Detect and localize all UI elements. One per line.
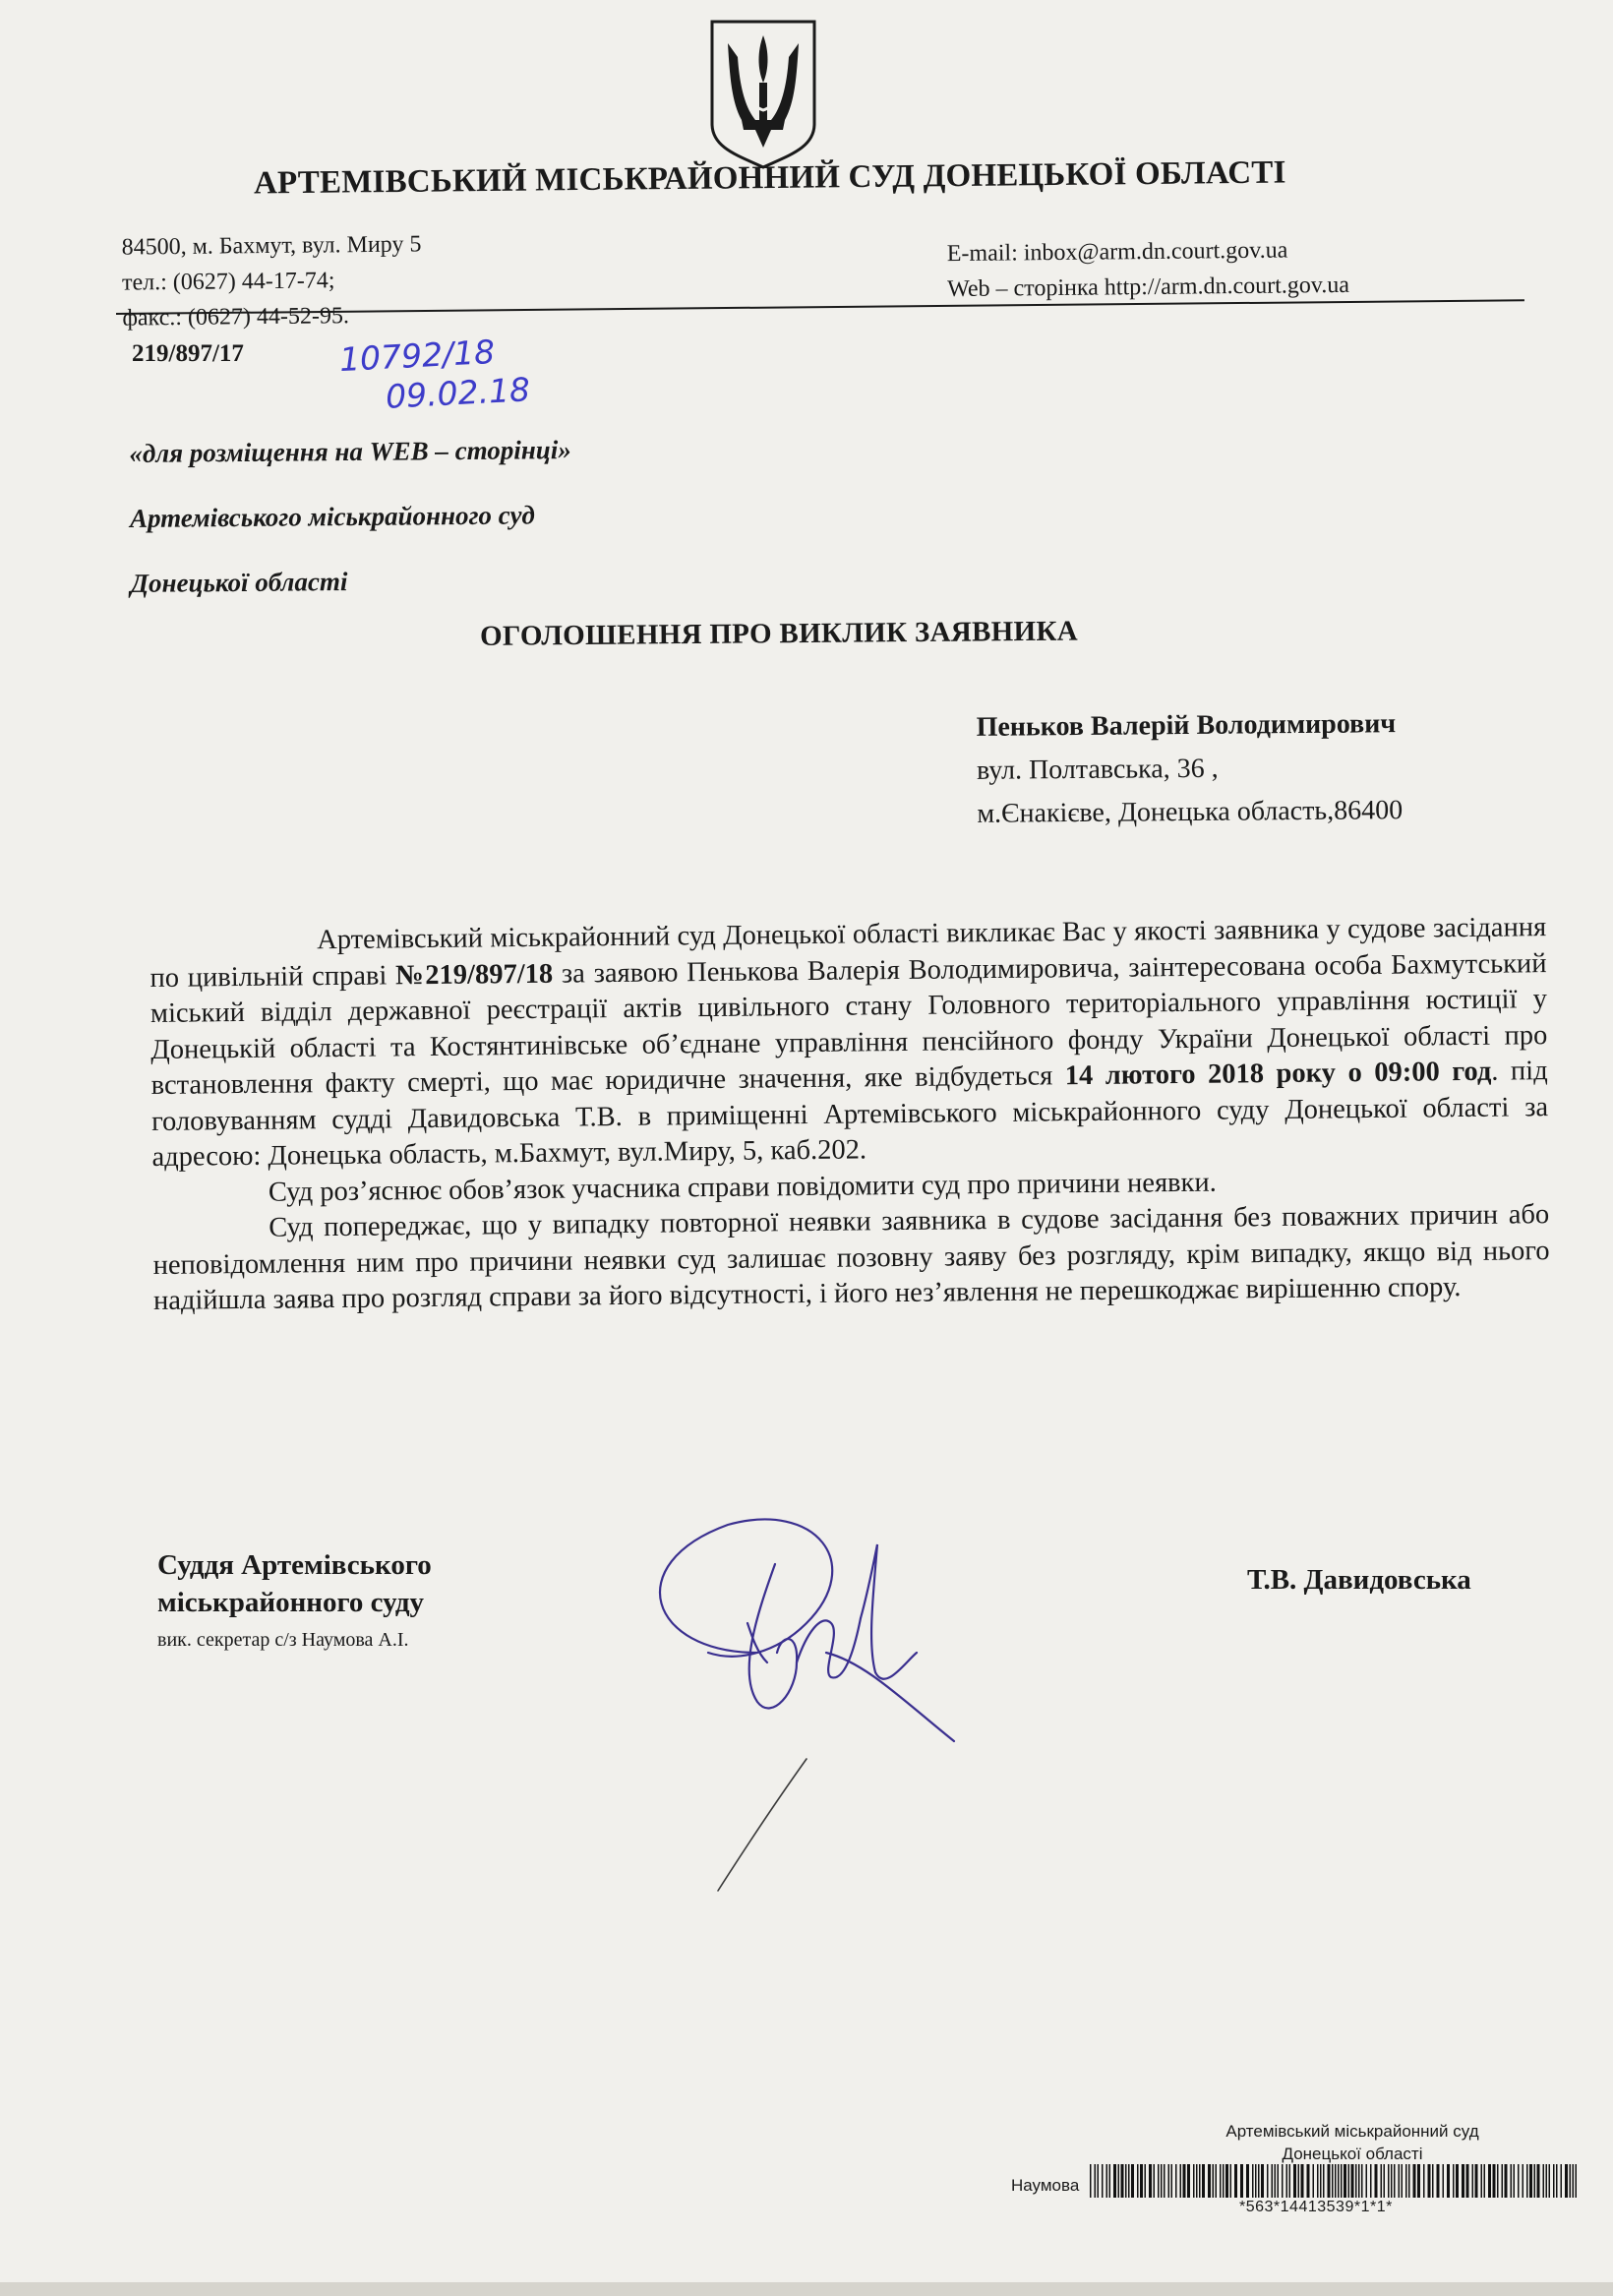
p1-text-a: Артемівський міськрайонний суд Донецької області викликає Вас у якості заявника у судове засідання по цивільній справі	[149, 912, 1547, 994]
barcode-bar	[1196, 2164, 1198, 2198]
barcode-bar	[1118, 2164, 1120, 2198]
barcode-bar	[1255, 2164, 1257, 2198]
barcode-bar	[1286, 2164, 1288, 2198]
barcode-bar	[1131, 2164, 1134, 2198]
barcode-bar	[1497, 2164, 1499, 2198]
barcode-bar	[1405, 2164, 1407, 2198]
web-note-line-3: Донецької області	[130, 567, 348, 598]
notice-body	[149, 910, 1550, 1319]
barcode-bar	[1456, 2164, 1459, 2198]
judge-title	[157, 1546, 432, 1621]
barcode-bar	[1175, 2164, 1177, 2198]
barcode-bar	[1230, 2164, 1232, 2198]
barcode-bar	[1216, 2164, 1218, 2198]
web-note-line-2: Артемівського міськрайонного суд	[129, 500, 535, 533]
barcode-bar	[1366, 2164, 1368, 2198]
barcode-bar	[1158, 2164, 1160, 2198]
barcode-bar	[1437, 2164, 1440, 2198]
barcode-bar	[1106, 2164, 1108, 2198]
barcode-bar	[1161, 2164, 1163, 2198]
web-note-line-1: «для розміщення на WEB – сторінці»	[129, 435, 571, 468]
barcode-bar	[1323, 2164, 1325, 2198]
barcode-bar	[1447, 2164, 1450, 2198]
barcode-bar	[1213, 2164, 1215, 2198]
court-website: Web – сторінка http://arm.dn.court.gov.ua	[947, 272, 1350, 303]
barcode-bar	[1549, 2164, 1551, 2198]
barcode-bar	[1301, 2164, 1304, 2198]
barcode-bar	[1570, 2164, 1572, 2198]
barcode-bar	[1344, 2164, 1346, 2198]
barcode-bar	[1432, 2164, 1434, 2198]
barcode-bar	[1320, 2164, 1322, 2198]
barcode-bar	[1341, 2164, 1343, 2198]
p1-hearing-date: 14 лютого 2018 року о 09:00 год	[1064, 1056, 1492, 1092]
barcode-bar	[1402, 2164, 1404, 2198]
stamp-clerk-name: Наумова	[1011, 2176, 1080, 2195]
barcode-bar	[1518, 2164, 1520, 2198]
judge-title-line-1: Суддя Артемівського	[157, 1549, 432, 1581]
barcode-bar	[1488, 2164, 1491, 2198]
barcode-bar	[1493, 2164, 1496, 2198]
barcode-bar	[1275, 2164, 1277, 2198]
barcode-bar	[1220, 2164, 1222, 2198]
trident-emblem-icon	[706, 18, 820, 171]
barcode-bar	[1543, 2164, 1545, 2198]
barcode-bar	[1355, 2164, 1357, 2198]
barcode-bar	[1125, 2164, 1127, 2198]
barcode-bar	[1573, 2164, 1575, 2198]
barcode-bar	[1408, 2164, 1410, 2198]
court-contacts-left	[121, 226, 422, 335]
barcode-bar	[1399, 2164, 1401, 2198]
barcode-bar	[1370, 2164, 1372, 2198]
barcode-bar	[1361, 2164, 1363, 2198]
document-title-text: ОГОЛОШЕННЯ ПРО ВИКЛИК ЗАЯВНИКА	[479, 615, 1079, 652]
registry-stamp	[1156, 2120, 1549, 2165]
barcode-bar	[1298, 2164, 1300, 2198]
barcode-bar	[1576, 2164, 1578, 2198]
barcode-bar	[1423, 2164, 1425, 2198]
barcode-bar	[1502, 2164, 1504, 2198]
barcode-bar	[1565, 2164, 1568, 2198]
barcode-bar	[1384, 2164, 1386, 2198]
barcode-bar	[1154, 2164, 1156, 2198]
barcode-bar	[1109, 2164, 1111, 2198]
stamp-court-name: Артемівський міськрайонний суд	[1225, 2122, 1479, 2141]
pen-stroke-mark	[708, 1751, 816, 1899]
barcode-bar	[1187, 2164, 1190, 2198]
p1-text-c: . під головуванням судді Давидовська Т.В. в приміщенні Артемівського міськрайонного суду Донецької області за адресою: Донецька область, м.Бахмут, вул.Миру, 5, каб.202.	[150, 1056, 1549, 1173]
barcode-bar	[1282, 2164, 1284, 2198]
barcode-bar	[1475, 2164, 1478, 2198]
outgoing-case-number: 219/897/17	[132, 340, 244, 367]
barcode-bar	[1553, 2164, 1555, 2198]
barcode-bar	[1102, 2164, 1104, 2198]
barcode-bar	[1289, 2164, 1291, 2198]
barcode-bar	[1351, 2164, 1354, 2198]
barcode-bar	[1202, 2164, 1205, 2198]
barcode-bar	[1293, 2164, 1296, 2198]
barcode-bar	[1537, 2164, 1540, 2198]
barcode-bar	[1394, 2164, 1396, 2198]
barcode-bar	[1523, 2164, 1524, 2198]
notice-paragraph-3: Суд попереджає, що у випадку повторної неявки заявника в судове засідання без поважних причин або неповідомлення ним про причини неявки суд залишає позовну заяву без розгляду, крім випадку, якщо від нього надійшла заява про розгляд справи за його відсутності, і його нез’явлення не перешкоджає вирішенню спору.	[152, 1199, 1550, 1316]
barcode-bar	[1234, 2164, 1237, 2198]
barcode-bar	[1261, 2164, 1264, 2198]
barcode-bar	[1171, 2164, 1173, 2198]
barcode-bar	[1332, 2164, 1334, 2198]
addressee-name: Пеньков Валерій Володимирович	[976, 708, 1397, 743]
barcode-bar	[1526, 2164, 1528, 2198]
barcode-bar	[1391, 2164, 1393, 2198]
barcode-bar	[1098, 2164, 1100, 2198]
barcode-bar	[1140, 2164, 1143, 2198]
barcode-bar	[1388, 2164, 1390, 2198]
barcode-bar	[1462, 2164, 1464, 2198]
barcode-bar	[1168, 2164, 1170, 2198]
handwritten-registration-number: 10792/18	[338, 332, 497, 380]
barcode-bar	[1121, 2164, 1124, 2198]
barcode-bar	[1466, 2164, 1469, 2198]
barcode-bar	[1561, 2164, 1563, 2198]
barcode-bar	[1443, 2164, 1445, 2198]
barcode-bar	[1317, 2164, 1319, 2198]
stamp-region: Донецької області	[1282, 2145, 1423, 2163]
barcode-bar	[1556, 2164, 1558, 2198]
court-email: E-mail: inbox@arm.dn.court.gov.ua	[946, 237, 1288, 268]
barcode-bar	[1128, 2164, 1130, 2198]
barcode-bar	[1413, 2164, 1416, 2198]
barcode-bar	[1164, 2164, 1165, 2198]
barcode-bar	[1481, 2164, 1483, 2198]
barcode-bar	[1313, 2164, 1315, 2198]
barcode-bar	[1272, 2164, 1274, 2198]
barcode-bar	[1534, 2164, 1536, 2198]
barcode-number: *563*14413539*1*1*	[1239, 2199, 1393, 2215]
barcode-bar	[1511, 2164, 1513, 2198]
barcode-bar	[1137, 2164, 1139, 2198]
barcode-bar	[1358, 2164, 1360, 2198]
barcode-bar	[1375, 2164, 1378, 2198]
barcode-bar	[1183, 2164, 1186, 2198]
barcode-bar	[1267, 2164, 1269, 2198]
barcode-bar	[1484, 2164, 1486, 2198]
barcode-bar	[1193, 2164, 1195, 2198]
court-address: 84500, м. Бахмут, вул. Миру 5	[121, 231, 422, 261]
p1-case-number: №219/897/18	[394, 958, 554, 991]
barcode-bar	[1240, 2164, 1243, 2198]
barcode-bar	[1453, 2164, 1455, 2198]
barcode-bar	[1428, 2164, 1431, 2198]
barcode-bar	[1223, 2164, 1225, 2198]
judge-name: Т.В. Давидовська	[1247, 1564, 1471, 1596]
barcode-bar	[1208, 2164, 1211, 2198]
secretary-name: вик. секретар с/з Наумова А.І.	[157, 1629, 409, 1651]
notice-paragraph-2: Суд роз’яснює обов’язок учасника справи повідомити суд про причини неявки.	[268, 1167, 1217, 1208]
barcode-bar	[1113, 2164, 1116, 2198]
document-title	[0, 611, 1613, 657]
barcode-bar	[1145, 2164, 1147, 2198]
barcode-bar	[1348, 2164, 1350, 2198]
barcode-bar	[1335, 2164, 1337, 2198]
barcode-bar	[1328, 2164, 1331, 2198]
handwritten-registration-date: 09.02.18	[385, 370, 531, 416]
barcode-bar	[1180, 2164, 1182, 2198]
web-placement-note	[129, 417, 572, 616]
barcode-bar	[1199, 2164, 1201, 2198]
barcode-bar	[1338, 2164, 1340, 2198]
barcode-bar	[1252, 2164, 1254, 2198]
barcode-bar	[1417, 2164, 1420, 2198]
document-barcode	[1090, 2164, 1579, 2198]
court-phone: тел.: (0627) 44-17-74;	[121, 268, 335, 296]
barcode-bar	[1514, 2164, 1516, 2198]
barcode-bar	[1095, 2164, 1097, 2198]
addressee-street: вул. Полтавська, 36 ,	[976, 753, 1219, 786]
court-name-heading: АРТЕМІВСЬКИЙ МІСЬКРАЙОННИЙ СУД ДОНЕЦЬКОЇ ОБЛАСТІ	[253, 154, 1286, 202]
addressee-block	[976, 702, 1403, 836]
barcode-bar	[1278, 2164, 1280, 2198]
court-fax: факс.: (0627) 44-52-95.	[122, 303, 350, 332]
barcode-bar	[1307, 2164, 1310, 2198]
barcode-bar	[1381, 2164, 1383, 2198]
barcode-bar	[1546, 2164, 1548, 2198]
barcode-bar	[1246, 2164, 1249, 2198]
barcode-bar	[1225, 2164, 1228, 2198]
court-contacts-right	[947, 232, 1349, 307]
handwritten-signature	[610, 1505, 964, 1761]
barcode-bar	[1472, 2164, 1474, 2198]
barcode-bar	[1505, 2164, 1508, 2198]
barcode-bar	[1258, 2164, 1260, 2198]
barcode-bar	[1529, 2164, 1532, 2198]
addressee-city: м.Єнакієве, Донецька область,86400	[977, 795, 1404, 829]
paper-bottom-edge	[0, 2282, 1613, 2296]
barcode-bar	[1090, 2164, 1092, 2198]
p1-text-b: за заявою Пенькова Валерія Володимировича, заінтересована особа Бахмутський міський відділ державної реєстрації актів цивільного стану Головного територіального управління юстиції у Донецькій області та Костянтинівське об’єднане управління пенсійного фонду України Донецької області про встановлення факту смерті, що має юридичне значення, яке відбудеться	[149, 947, 1548, 1101]
notice-paragraph-1	[149, 910, 1549, 1176]
judge-title-line-2: міськрайонного суду	[157, 1587, 425, 1618]
barcode-bar	[1149, 2164, 1152, 2198]
